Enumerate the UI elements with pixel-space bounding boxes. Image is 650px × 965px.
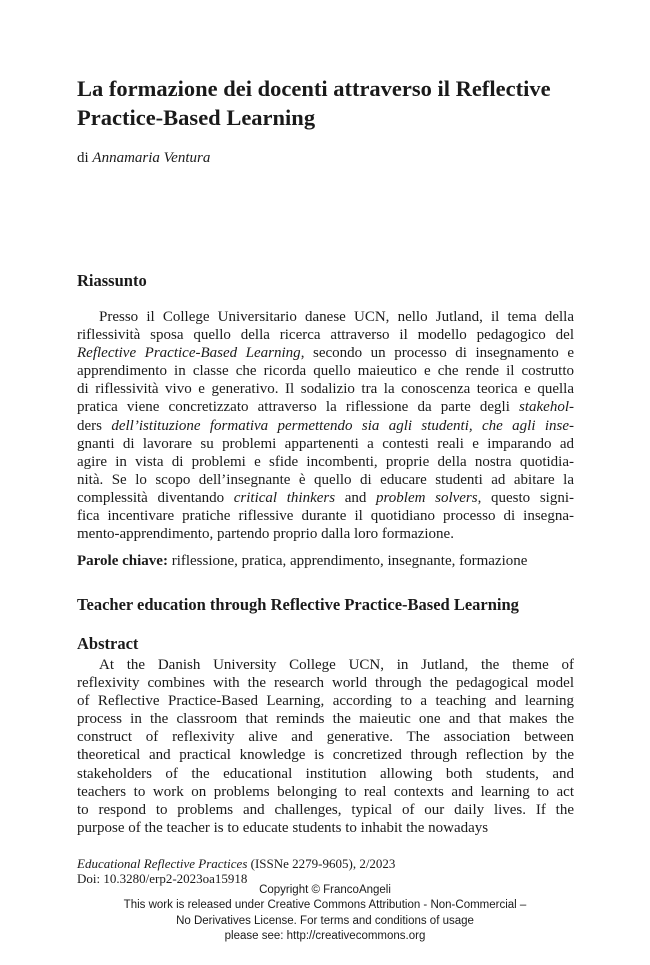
keywords-line <box>77 552 527 570</box>
license-line: This work is released under Creative Commons Attribution - Non-Commercial – <box>123 899 527 912</box>
abstract-line: process in the classroom that reminds the maieutic one and that makes the <box>77 711 574 728</box>
riassunto-line: di riflessività vivo e generativo. Il sodalizio tra la conoscenza teorica e quella <box>77 381 574 398</box>
license-line: No Derivatives License. For terms and conditions of usage <box>176 914 474 927</box>
author-name: Annamaria Ventura <box>92 150 211 166</box>
abstract-line: At the Danish University College UCN, in Jutland, the theme of <box>99 657 574 673</box>
riassunto-line: Presso il College Universitario danese UCN, nello Jutland, il tema della <box>99 309 574 325</box>
license-notice <box>100 883 550 944</box>
english-title: Teacher education through Reflective Practice-Based Learning <box>77 595 519 614</box>
license-line: Copyright © FrancoAngeli <box>259 884 391 896</box>
abstract-line: purpose of the teacher is to educate students to inhabit the nowadays <box>77 819 489 836</box>
keywords-label: Parole chiave: <box>77 553 168 569</box>
riassunto-line: pratica viene concretizzato attraverso la riflessione da parte degli stakehol- <box>77 399 574 416</box>
riassunto-line: agire in vista di problemi e sfide incombenti, proprie della nostra quotidia- <box>77 453 574 470</box>
riassunto-line: gnanti di lavorare su problemi appartenenti a contesti reali e imparando ad <box>77 435 574 452</box>
abstract-line: theoretical and practical knowledge is concretized through reflection by the <box>77 747 574 764</box>
abstract-line: teachers to work on problems belonging to real contexts and learning to act <box>77 783 574 800</box>
riassunto-heading: Riassunto <box>77 271 147 290</box>
riassunto-line: mento-apprendimento, partendo proprio dalla loro formazione. <box>77 526 454 543</box>
abstract-line: to respond to problems and challenges, typical of our daily lives. If the <box>77 801 574 818</box>
journal-citation <box>77 856 395 871</box>
keywords-list: riflessione, pratica, apprendimento, insegnante, formazione <box>171 553 528 569</box>
article-title: La formazione dei docenti attraverso il Reflective Practice-Based Learning <box>77 76 551 130</box>
riassunto-line: fica incentivare pratiche riflessive durante il quotidiano processo di insegna- <box>77 508 574 525</box>
riassunto-line: ders dell’istituzione formativa permettendo sia agli studenti, che agli inse- <box>77 417 574 434</box>
abstract-line: stakeholders of the educational institution allowing both students, and <box>77 765 574 782</box>
journal-issue: (ISSNe 2279-9605), 2/2023 <box>247 856 396 871</box>
abstract-line: construct of reflexivity alive and generative. The association between <box>77 729 574 746</box>
abstract-body <box>77 656 574 837</box>
riassunto-line: complessità diventando critical thinkers and problem solvers, questo signi- <box>77 489 574 506</box>
riassunto-line: riflessività sposa quello della ricerca attraverso il modello pedagogico del <box>77 327 574 344</box>
riassunto-line: apprendimento in classe che ricorda quello maieutico e che rende il costrutto <box>77 363 574 380</box>
riassunto-body <box>77 308 574 543</box>
journal-name: Educational Reflective Practices <box>77 856 248 871</box>
abstract-line: of Reflective Practice-Based Learning, according to a teaching and learning <box>77 693 574 710</box>
doi: Doi: 10.3280/erp2-2023oa15918 <box>77 871 248 886</box>
riassunto-line: nità. Se lo scopo dell’insegnante è quello di educare studenti ad abitare la <box>77 471 574 488</box>
abstract-line: reflexivity combines with the research world through the pedagogical model <box>77 675 574 692</box>
abstract-heading: Abstract <box>77 634 139 653</box>
license-line: please see: http://creativecommons.org <box>224 929 426 942</box>
riassunto-line: Reflective Practice-Based Learning, secondo un processo di insegnamento e <box>77 345 574 362</box>
author-prefix: di <box>77 150 89 166</box>
author-line <box>77 149 210 167</box>
